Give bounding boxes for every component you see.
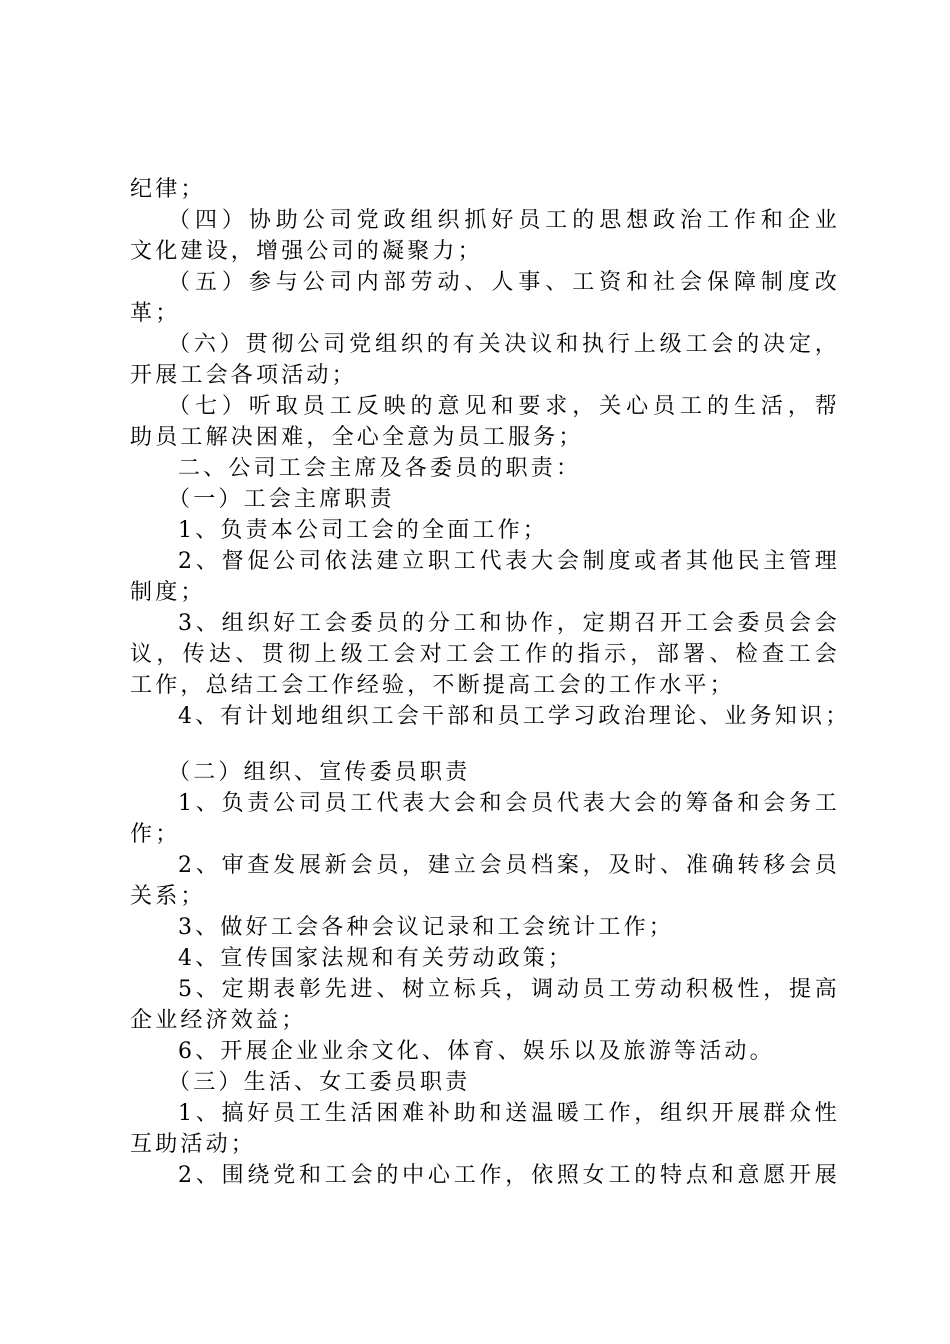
subsection-heading: （二）组织、宣传委员职责	[168, 760, 471, 785]
text-line: 1、负责公司员工代表大会和会员代表大会的筹备和会务工	[178, 791, 840, 816]
text-line: 4、宣传国家法规和有关劳动政策；	[178, 946, 574, 971]
text-line: 纪律；	[130, 177, 206, 202]
text-line: 3、组织好工会委员的分工和协作，定期召开工会委员会会	[178, 611, 840, 636]
subsection-heading: （三）生活、女工委员职责	[168, 1070, 471, 1095]
text-line: 企业经济效益；	[130, 1008, 307, 1033]
text-line: 5、定期表彰先进、树立标兵，调动员工劳动积极性，提高	[178, 977, 840, 1002]
text-line: （四）协助公司党政组织抓好员工的思想政治工作和企业	[168, 208, 840, 233]
text-line: 4、有计划地组织工会干部和员工学习政治理论、业务知识；	[178, 704, 851, 729]
subsection-heading: （一）工会主席职责	[168, 487, 395, 512]
text-line: 1、负责本公司工会的全面工作；	[178, 518, 548, 543]
text-line: 议，传达、贯彻上级工会对工会工作的指示，部署、检查工会	[130, 642, 840, 667]
text-line: 2、审查发展新会员，建立会员档案，及时、准确转移会员	[178, 853, 840, 878]
text-line: 2、督促公司依法建立职工代表大会制度或者其他民主管理	[178, 549, 840, 574]
text-line: （七）听取员工反映的意见和要求，关心员工的生活，帮	[168, 394, 840, 419]
text-line: （五）参与公司内部劳动、人事、工资和社会保障制度改	[168, 270, 840, 295]
text-line: 关系；	[130, 884, 206, 909]
text-line: 制度；	[130, 580, 206, 605]
section-heading: 二、公司工会主席及各委员的职责：	[178, 456, 582, 481]
text-line: 1、搞好员工生活困难补助和送温暖工作，组织开展群众性	[178, 1101, 840, 1126]
text-line: 革；	[130, 301, 181, 326]
text-line: 工作，总结工会工作经验，不断提高工会的工作水平；	[130, 673, 735, 698]
text-line: 文化建设，增强公司的凝聚力；	[130, 239, 483, 264]
text-line: 6、开展企业业余文化、体育、娱乐以及旅游等活动。	[178, 1039, 775, 1064]
text-line: 作；	[130, 822, 181, 847]
text-line: 2、围绕党和工会的中心工作，依照女工的特点和意愿开展	[178, 1163, 840, 1188]
text-line: 开展工会各项活动；	[130, 363, 357, 388]
text-line: 互助活动；	[130, 1132, 257, 1157]
text-line: 助员工解决困难，全心全意为员工服务；	[130, 425, 584, 450]
text-line: （六）贯彻公司党组织的有关决议和执行上级工会的决定，	[168, 332, 840, 357]
text-line: 3、做好工会各种会议记录和工会统计工作；	[178, 915, 674, 940]
